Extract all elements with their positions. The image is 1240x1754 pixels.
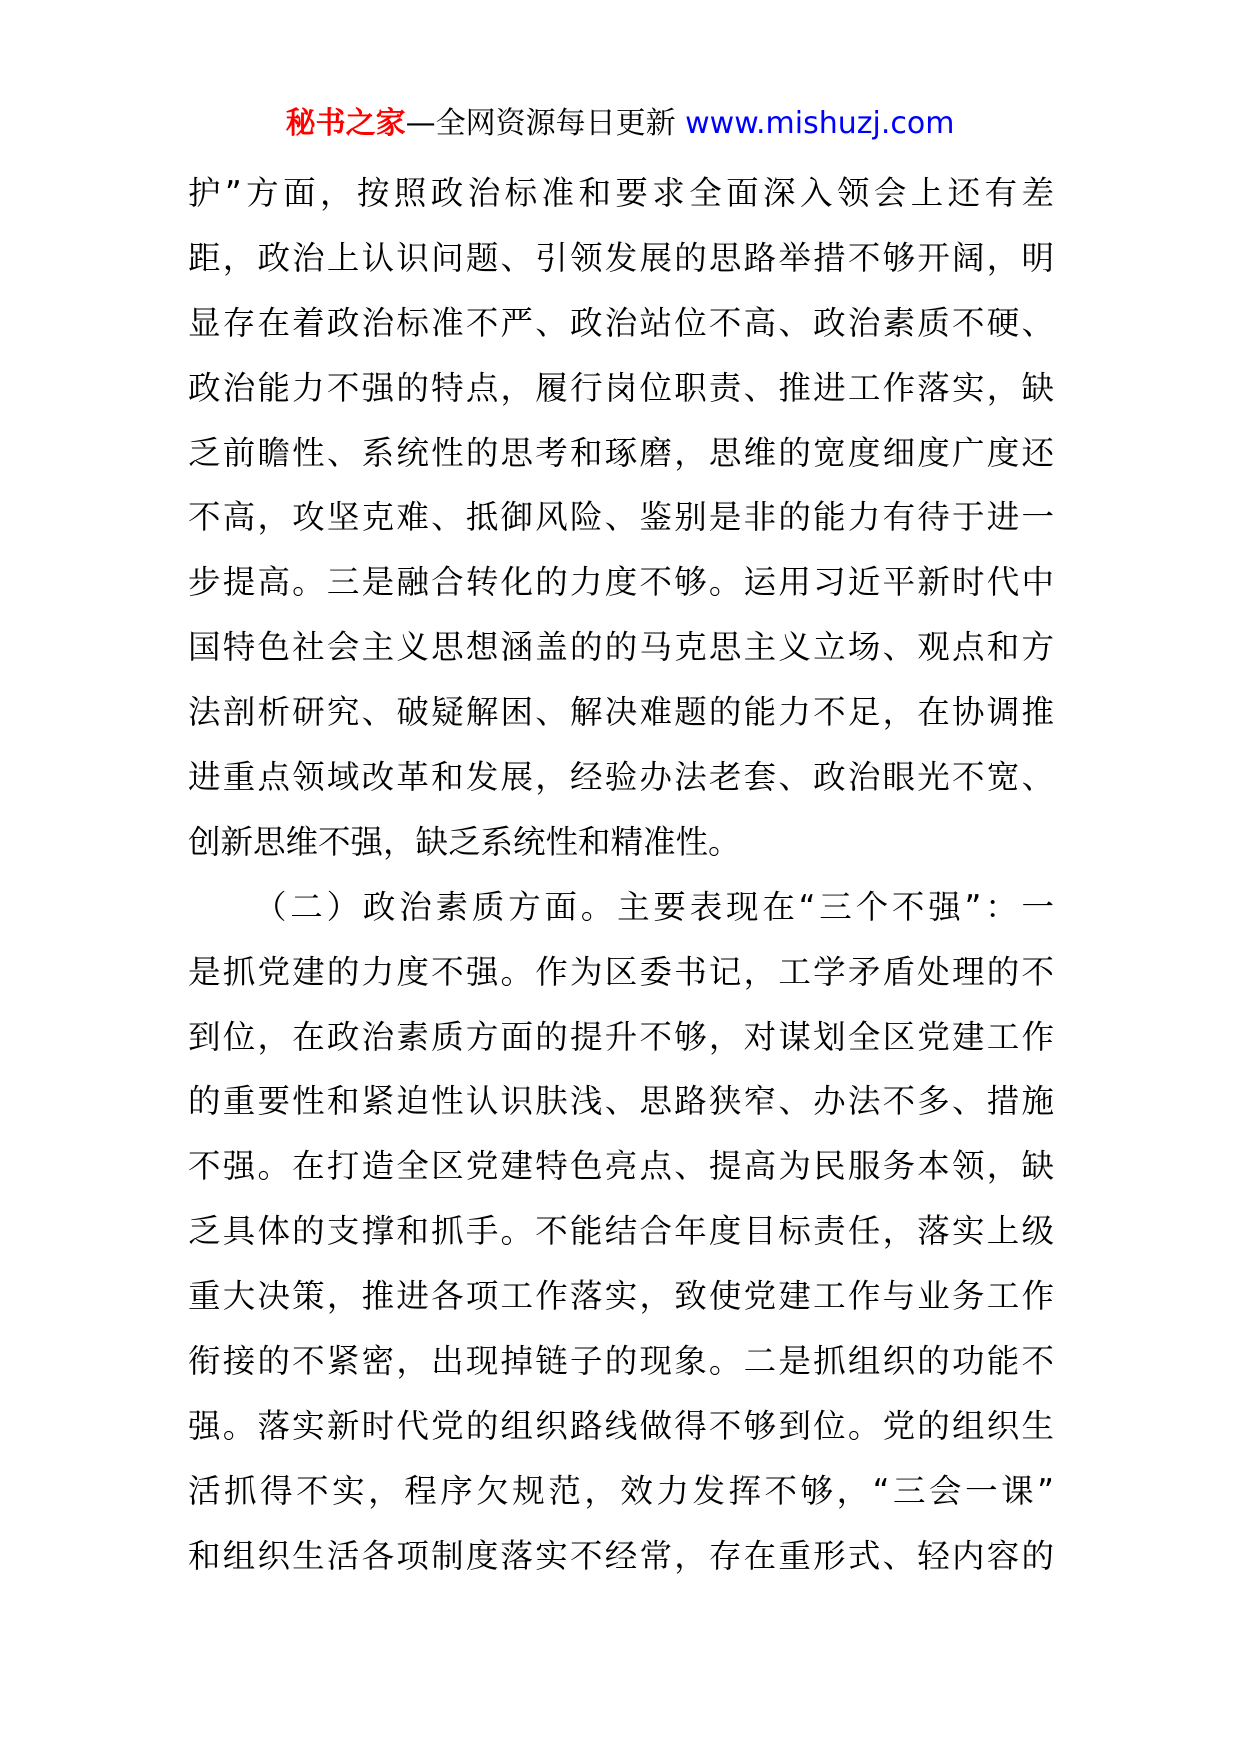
document-body bbox=[188, 161, 1054, 1589]
header-slogan: —全网资源每日更新 bbox=[405, 106, 676, 141]
paragraph-last-line: 创新思维不强，缺乏系统性和精准性。 bbox=[188, 822, 741, 861]
page-header bbox=[0, 102, 1240, 146]
text-line: 国特色社会主义思想涵盖的的马克思主义立场、观点和方 bbox=[188, 628, 1054, 667]
text-line: 法剖析研究、破疑解困、解决难题的能力不足，在协调推 bbox=[188, 693, 1054, 732]
section-heading-line: （二）政治素质方面。主要表现在“三个不强”：一 bbox=[254, 887, 1054, 926]
text-line: 进重点领域改革和发展，经验办法老套、政治眼光不宽、 bbox=[188, 758, 1054, 797]
website-link[interactable]: www.mishuzj.com bbox=[685, 106, 955, 141]
text-line: 重大决策，推进各项工作落实，致使党建工作与业务工作 bbox=[188, 1277, 1054, 1316]
text-line: 和组织生活各项制度落实不经常，存在重形式、轻内容的 bbox=[188, 1536, 1054, 1575]
text-line: 是抓党建的力度不强。作为区委书记，工学矛盾处理的不 bbox=[188, 952, 1054, 991]
text-line: 到位，在政治素质方面的提升不够，对谋划全区党建工作 bbox=[188, 1017, 1054, 1056]
text-line: 政治能力不强的特点，履行岗位职责、推进工作落实，缺 bbox=[188, 368, 1054, 407]
text-line: 距，政治上认识问题、引领发展的思路举措不够开阔，明 bbox=[188, 238, 1054, 277]
text-line: 衔接的不紧密，出现掉链子的现象。二是抓组织的功能不 bbox=[188, 1342, 1054, 1381]
text-line: 乏前瞻性、系统性的思考和琢磨，思维的宽度细度广度还 bbox=[188, 433, 1054, 472]
text-line: 步提高。三是融合转化的力度不够。运用习近平新时代中 bbox=[188, 563, 1054, 602]
text-line: 护”方面，按照政治标准和要求全面深入领会上还有差 bbox=[188, 174, 1054, 212]
text-line: 活抓得不实，程序欠规范，效力发挥不够，“三会一课” bbox=[188, 1471, 1054, 1510]
text-line: 强。落实新时代党的组织路线做得不够到位。党的组织生 bbox=[188, 1406, 1054, 1445]
text-line: 显存在着政治标准不严、政治站位不高、政治素质不硬、 bbox=[188, 303, 1054, 342]
text-line: 不高，攻坚克难、抵御风险、鉴别是非的能力有待于进一 bbox=[188, 498, 1054, 537]
text-line: 不强。在打造全区党建特色亮点、提高为民服务本领，缺 bbox=[188, 1147, 1054, 1186]
text-line: 的重要性和紧迫性认识肤浅、思路狭窄、办法不多、措施 bbox=[188, 1082, 1054, 1121]
brand-name: 秘书之家 bbox=[285, 106, 406, 141]
text-line: 乏具体的支撑和抓手。不能结合年度目标责任，落实上级 bbox=[188, 1212, 1054, 1251]
